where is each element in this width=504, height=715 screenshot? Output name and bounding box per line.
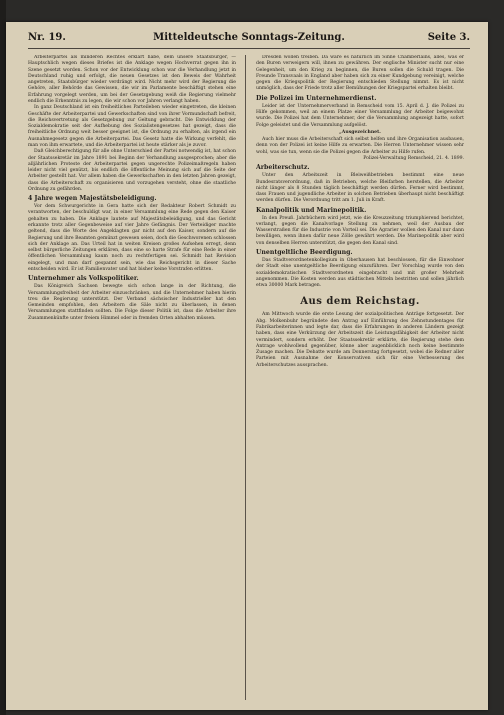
- section-heading: 4 Jahre wegen Majestätsbeleidigung.: [28, 195, 157, 203]
- paragraph: Leider ist der Unternehmerverband in Remscheid vom 15. April d. J. die Polizei zu Hilfe gekommen, weil an einem Platze einer Versammlung der Arbeiter beigewohnt wurde. Die Polizei hat dem Unternehmer, der die Versammlung angezeigt hatte, sofort Folge geleistet und die Versammlung aufgelöst.: [256, 103, 464, 128]
- paragraph: Unter den Arbeitszeit in Bleiweißbetrieben bestimmt eine neue Bundesratsverordnung, daß in Betrieben, welche Bleifarben herstellen, die Arbeiter nicht länger als 8 Stunden täglich beschäftigt werden dürfen. Ferner wird bestimmt, dass Frauen und jugendliche Arbeiter in solchen Betrieben überhaupt nicht beschäftigt werden dürfen. Die Verordnung tritt am 1. Juli in Kraft.: [256, 173, 464, 204]
- signature-line: Polizei-Verwaltung Remscheid, 21. 4. 1899.: [363, 155, 464, 161]
- article-block: [256, 258, 464, 289]
- page-number: Seite 3.: [427, 32, 470, 43]
- paragraph: Daß Gleichberechtigung für alle ohne Unterschied der Partei notwendig ist, hat schon der Staatssekretär im Jahre 1891 bei Beginn der Verhandlung ausgesprochen; aber die alljährlichen Proteste der Arbeiterpartei gegen ungerechte Polizeimaßregeln haben leider nicht viel genützt, bis endlich die öffentliche Meinung sich auf die Seite der Arbeiter gestellt hat. Vor allem haben die Gewerkschaften in den letzten Jahren gezeigt, dass die Arbeiterschaft zu organisieren und vorzugehen versteht, ohne die staatliche Ordnung zu gefährden.: [28, 149, 236, 192]
- article-block: [256, 104, 464, 129]
- left-column: [28, 55, 236, 700]
- paragraph: Das Stadtverordnetenkollegium in Oberhausen hat beschlossen, für die Einwohner der Stadt eine unentgeltliche Beerdigung einzuführen. Der Vorschlag wurde von den sozialdemokratischen Stadtverordneten eingebracht und mit großer Mehrheit angenommen. Die Kosten werden aus städtischen Mitteln bestritten und sollen jährlich etwa 30000 Mark betragen.: [256, 258, 464, 289]
- article-block: [256, 173, 464, 204]
- paragraph: Das Königreich Sachsen bewegte sich schon lange in der Richtung, die Versammlungsfreiheit der Arbeiter einzuschränken, und die Unternehmer haben hierin treu die Regierung unterstützt. Der Verband sächsischer Industrieller hat den Gemeinden empfohlen, den Arbeitern die Säle nicht zu überlassen, in denen Versammlungen stattfinden sollten. Die Folge dieser Politik ist, dass die Arbeiter ihre Zusammenkünfte unter freiem Himmel oder in fremden Orten abhalten müssen.: [28, 284, 236, 321]
- paragraph: Arbeiterpartei als minderen Rechtes erklärt habe, dem unsere Staatsbürger, — Hauptschlich wegen dieses Briefes ist die Anklage wegen Hochverrat gegen ihn in Szene gesetzt worden. Schon vor der Entwicklung schon war die Verhandlung jetzt in Deutschland ruhig und erfolgt, die neuen Gesetzes ist den Beweis der Wahrheit angetreten, Staatsbürger wieder verdrängt wird. Nicht mehr wird der Regierung die Gehöre, aller Behörde das Gewissen, die wir im Parlamente beschäftigt stehen eine Erfahrung vorgelegt werden, um bei der Gesetzgebung weiß die Regierung vielmehr endlich die Erkenntnis zu legen, die wir schon vor Jahren verlangt haben.: [28, 55, 236, 104]
- paragraph: Am Mittwoch wurde die erste Lesung der sozialpolitischen Anträge fortgesetzt. Der Abg. Molkenbuhr begründete den Antrag auf Einführung des Zehnstundentages für Fabrikarbeiterinnen und legte dar, dass die Erfahrungen in anderen Ländern gezeigt haben, dass eine Verkürzung der Arbeitszeit die Leistungsfähigkeit der Arbeiter nicht vermindert, sondern erhöht. Der Staatssekretär erklärte, die Regierung stehe dem Antrage wohlwollend gegenüber, könne aber augenblicklich noch keine bestimmte Zusage machen. Die Debatte wurde am Donnerstag fortgesetzt, wobei die Redner aller Parteien mit Ausnahme der Konservativen sich für eine Verbesserung des Arbeiterschutzes aussprachen.: [256, 312, 464, 368]
- paragraph: Dresden wollen treiben. Da wäre es natürlich im Sinne Chamberlains, alles, was er den Buren verweigern will, ihnen zu gewähren. Der englische Minister sucht nur eine Gelegenheit, um den Krieg zu beginnen, die Buren sollen die Schuld tragen. Die Freunde Transvaals in England aber haben sich zu einer Kundgebung vereinigt, welche gegen die Kriegspolitik der Regierung entschieden Stellung nimmt. Es ist nicht unmöglich, dass der Friede trotz aller Bemühungen der Kriegspartei erhalten bleibt.: [256, 55, 464, 92]
- newspaper-page: [6, 22, 488, 710]
- right-column: [256, 55, 464, 700]
- article-block: [256, 312, 464, 369]
- paragraph: In ganz Deutschland ist ein freiheitliches Parteileben wieder eingetreten, die kleinen Geschäfte der Arbeiterpartei und Gewerkschaften sind von ihrer Vormundschaft befreit, die Reichsvertretung als Gesetzgebung zur Geltung gebracht. Die Entwicklung der Sozialdemokratie seit der Aufhebung des Sozialistengesetzes hat gezeigt, dass die freiheitliche Ordnung weit besser geeignet ist, die Ordnung zu erhalten, als irgend ein Ausnahmegesetz gegen die Arbeiterpartei. Das Gesetz hatte die Wirkung verfehlt, die man von ihm erwartete, und die Arbeiterpartei ist heute stärker als je zuvor.: [28, 105, 236, 148]
- section-heading: Unternehmer als Volkspolitiker.: [28, 275, 139, 283]
- section-heading: Die Polizei im Unternehmerdienst.: [256, 94, 377, 102]
- issue-number: Nr. 19.: [28, 32, 66, 43]
- dateline: „Ausgezeichnet.: [339, 129, 381, 135]
- paragraph: In den Preuß. Jahrbüchern wird jetzt, wie die Kreuzzeitung triumphierend berichtet, verlangt, gegen die Kanalvorlage Stellung zu nehmen, weil der Ausbau der Wasserstraßen für die Industrie von Vorteil sei. Die Agrarier wollen den Kanal nur dann bewilligen, wenn ihnen dafür neue Zölle gewährt werden. Die Marinepolitik aber wird von denselben Herren unterstützt, die gegen den Kanal sind.: [256, 215, 464, 246]
- section-title: Aus dem Reichstag.: [300, 296, 420, 308]
- section-heading: Unentgeltliche Beerdigung.: [256, 249, 353, 257]
- article-block: [28, 55, 236, 105]
- article-block: [28, 105, 236, 149]
- paragraph: Auch hier muss die Arbeiterschaft sich selbst helfen und ihre Organisation ausbauen, denn von der Polizei ist keine Hilfe zu erwarten. Die Herren Unternehmer wissen sehr wohl, was sie tun, wenn sie die Polizei gegen die Arbeiter zu Hilfe rufen.: [256, 137, 464, 155]
- article-block: [256, 137, 464, 156]
- paragraph: Vor dem Schwurgerichte in Gera hatte sich der Redakteur Robert Schmidt zu verantworten, der beschuldigt war, in einer Versammlung eine Rede gegen den Kaiser gehalten zu haben. Die Anklage lautete auf Majestätsbeleidigung, und das Gericht erkannte trotz aller Gegenbeweise auf vier Jahre Gefängnis. Der Verteidiger machte geltend, dass die Worte des Angeklagten gar nicht auf den Kaiser, sondern auf die Regierung und ihre Beamten gemünzt gewesen seien, doch die Geschworenen schlossen sich der Anklage an. Das Urteil hat in weiten Kreisen großes Aufsehen erregt, denn selbst bürgerliche Zeitungen erklären, dass eine so harte Strafe für eine Rede in einer öffentlichen Versammlung kaum noch zu rechtfertigen sei. Schmidt hat Revision eingelegt, und man darf gespannt sein, wie das Reichsgericht in dieser Sache entscheiden wird. Er ist Familienvater und hat bisher keine Vorstrafen erlitten.: [28, 204, 236, 272]
- article-block: [28, 149, 236, 193]
- article-block: [256, 216, 464, 247]
- section-heading: Arbeiterschutz.: [256, 164, 310, 172]
- article-block: [28, 284, 236, 322]
- article-block: [28, 204, 236, 273]
- article-block: [256, 55, 464, 93]
- publication-title: Mitteldeutsche Sonntags-Zeitung.: [153, 32, 345, 43]
- page-header: [28, 32, 470, 49]
- column-divider: [245, 55, 246, 700]
- section-heading: Kanalpolitik und Marinepolitik.: [256, 206, 367, 214]
